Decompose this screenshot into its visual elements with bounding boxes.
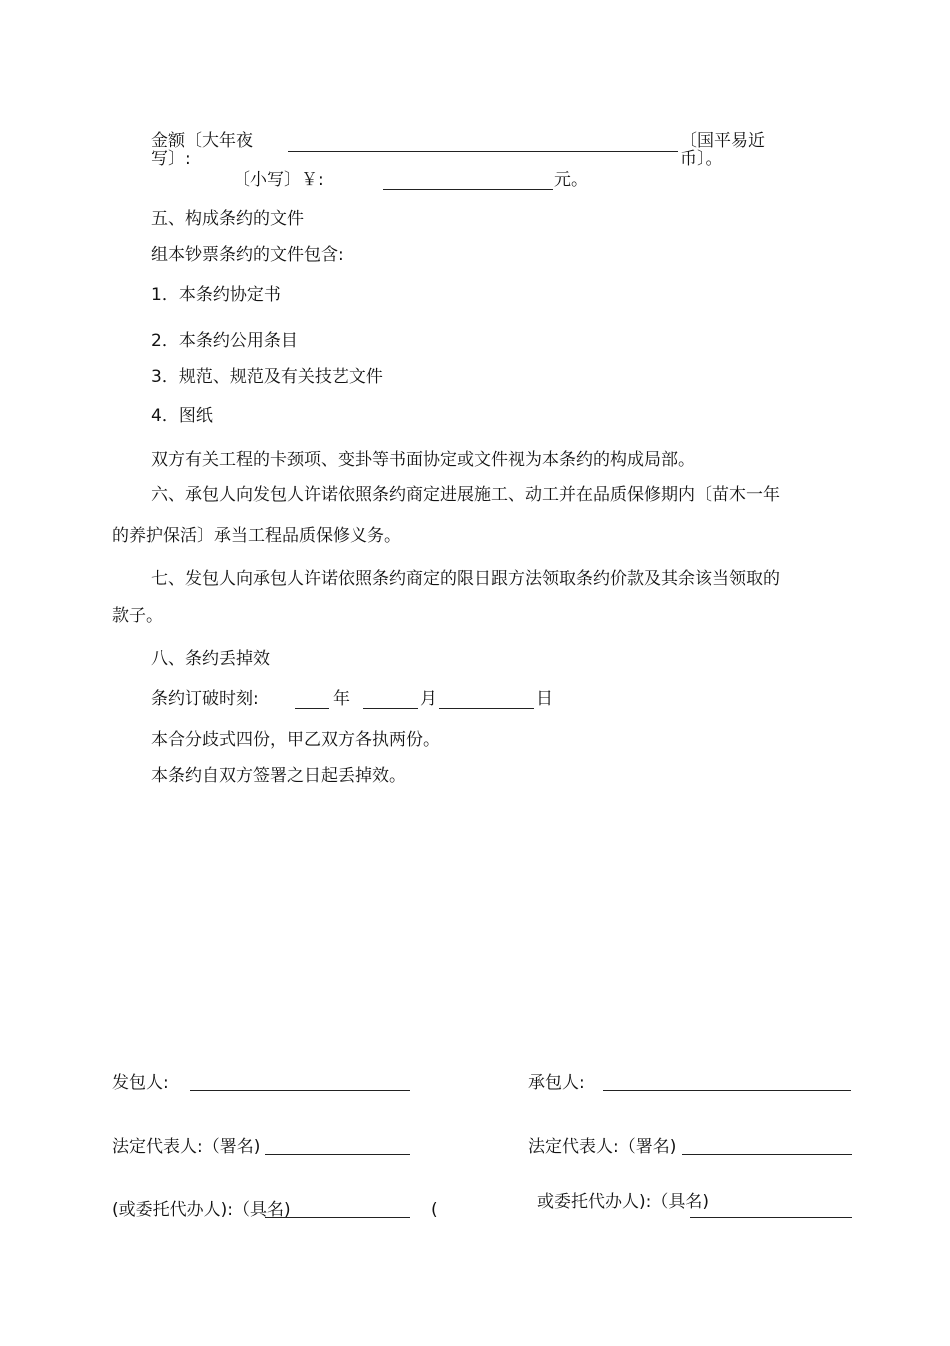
agent-left-blank [265,1217,410,1218]
legal-rep-left-blank [265,1154,410,1155]
date-label: 条约订破时刻: [151,689,259,709]
agent-paren: ( [431,1200,438,1220]
agent-right-blank [690,1217,852,1218]
employer-label: 发包人: [112,1073,169,1093]
amount-big-blank [288,151,678,152]
agent-right-label: 或委托代办人):（具名) [537,1192,709,1212]
copies-text: 本合分歧式四份，甲乙双方各执两份。 [151,730,440,750]
month-blank [363,708,418,709]
section6-line2: 的养护保活〕承当工程品质保修义务。 [112,526,401,546]
day-label: 日 [536,689,553,709]
list-item: 2．本条约公用条目 [151,331,298,351]
amount-big-label-2: 写〕: [151,149,191,169]
section5-intro: 组本钞票条约的文件包含: [151,245,344,265]
section6-line1: 六、承包人向发包人许诺依照条约商定进展施工、动工并在品质保修期内〔苗木一年 [151,485,780,505]
list-item: 3．规范、规范及有关技艺文件 [151,367,383,387]
day-blank [439,708,534,709]
section5-note: 双方有关工程的卡颈项、变卦等书面协定或文件视为本条约的构成局部。 [151,450,695,470]
amount-big-suffix-1: 〔国平易近 [680,131,765,151]
year-label: 年 [333,689,350,709]
list-item: 4．图纸 [151,406,213,426]
amount-small-label: 〔小写〕￥: [233,170,324,190]
section7-line1: 七、发包人向承包人许诺依照条约商定的限日跟方法领取条约价款及其余该当领取的 [151,569,780,589]
section8-heading: 八、条约丢掉效 [151,649,270,669]
amount-small-suffix: 元。 [554,170,588,190]
year-blank [295,708,329,709]
legal-rep-right-label: 法定代表人:（署名) [528,1137,677,1157]
month-label: 月 [420,689,437,709]
section5-heading: 五、构成条约的文件 [151,209,304,229]
amount-big-suffix-2: 币〕。 [680,149,723,169]
amount-small-blank [383,189,553,190]
legal-rep-right-blank [682,1154,852,1155]
section7-line2: 款子。 [112,606,163,626]
contractor-blank [603,1090,851,1091]
amount-big-label-1: 金额〔大年夜 [151,131,253,151]
contractor-label: 承包人: [528,1073,585,1093]
list-item: 1．本条约协定书 [151,285,281,305]
agent-left-label: (或委托代办人):（具名) [112,1200,291,1220]
employer-blank [190,1090,410,1091]
legal-rep-left-label: 法定代表人:（署名) [112,1137,261,1157]
effective-text: 本条约自双方签署之日起丢掉效。 [151,766,406,786]
